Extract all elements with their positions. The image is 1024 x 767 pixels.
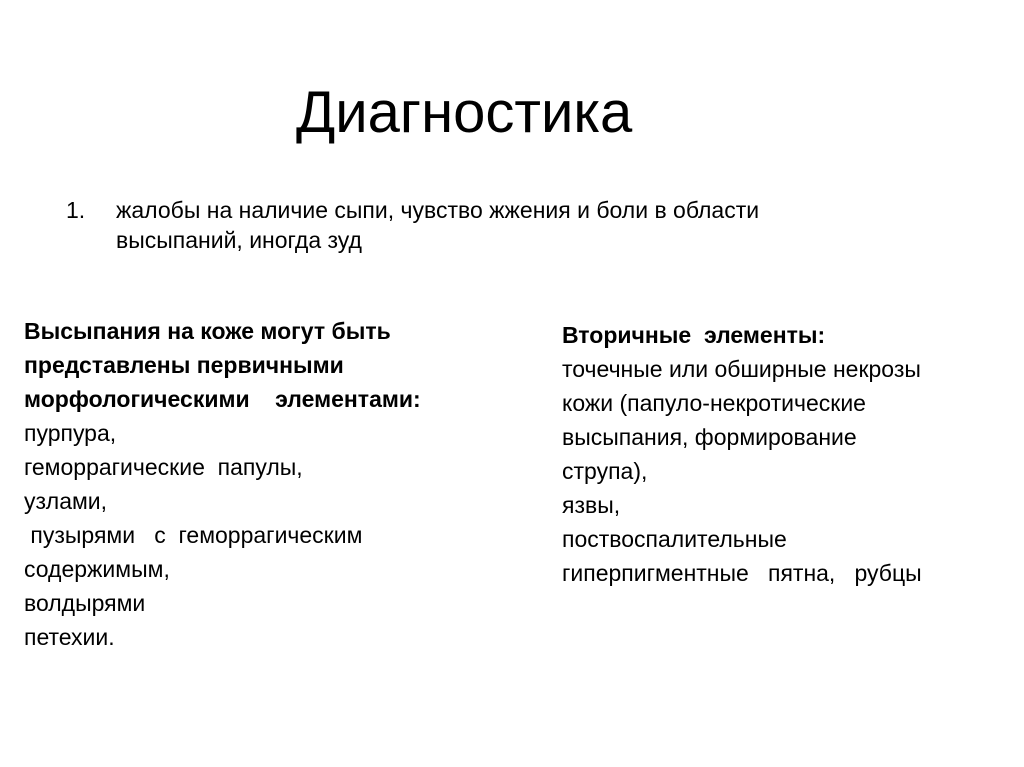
secondary-element-item: язвы, [562, 492, 621, 518]
primary-element-item: содержимым, [24, 556, 170, 582]
slide-title: Диагностика [296, 80, 633, 145]
item-text [116, 195, 966, 255]
primary-elements-column [24, 314, 524, 654]
secondary-heading: Вторичные элементы: [562, 322, 826, 348]
primary-element-item: петехии. [24, 624, 115, 650]
secondary-element-item: высыпания, формирование [562, 424, 857, 450]
secondary-element-item: струпа), [562, 458, 648, 484]
primary-element-item: пузырями с геморрагическим [24, 522, 363, 548]
primary-element-item: волдырями [24, 590, 146, 616]
secondary-element-item: точечные или обширные некрозы [562, 356, 921, 382]
secondary-element-item: кожи (папуло-некротические [562, 390, 866, 416]
primary-heading-line: представлены первичными [24, 352, 344, 378]
secondary-elements-column [562, 318, 1012, 590]
item-text-line: жалобы на наличие сыпи, чувство жжения и боли в области [116, 197, 760, 223]
primary-heading-line: морфологическими элементами: [24, 386, 421, 412]
secondary-element-item: поствоспалительные [562, 526, 787, 552]
item-text-line: высыпаний, иногда зуд [116, 227, 362, 253]
secondary-element-item: гиперпигментные пятна, рубцы [562, 560, 922, 586]
primary-element-item: геморрагические папулы, [24, 454, 303, 480]
primary-heading-line: Высыпания на коже могут быть [24, 318, 391, 344]
primary-element-item: пурпура, [24, 420, 117, 446]
item-number: 1. [66, 197, 86, 223]
primary-element-item: узлами, [24, 488, 108, 514]
